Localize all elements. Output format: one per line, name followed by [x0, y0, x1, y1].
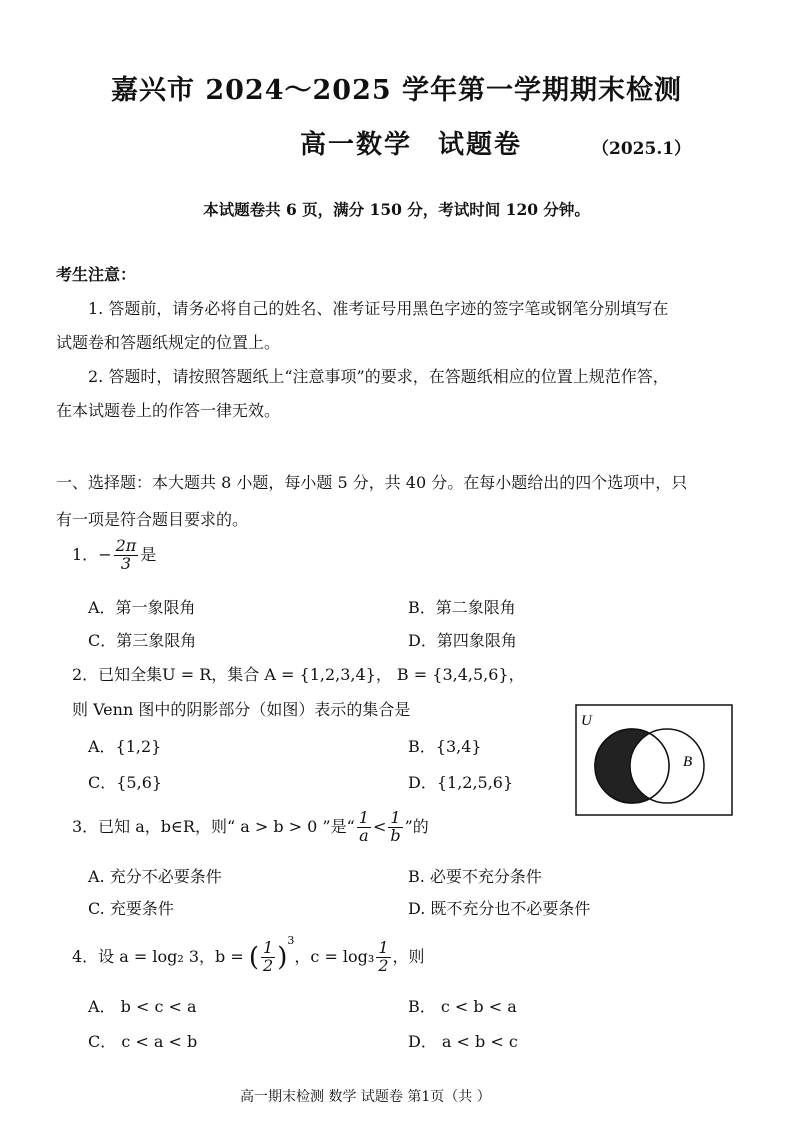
- question-2-stem-line-2: 则 Venn 图中的阴影部分（如图）表示的集合是: [72, 700, 411, 719]
- question-4-suffix: ，则: [392, 947, 425, 966]
- question-4-middle: ，c = log₃: [294, 947, 375, 966]
- fraction-denominator: 2: [263, 956, 274, 975]
- notice-item-2-line-1: 2. 答题时，请按照答题纸上“注意事项”的要求，在答题纸相应的位置上规范作答，: [88, 367, 669, 386]
- q1-option-d[interactable]: D．第四象限角: [408, 631, 517, 650]
- less-than-sign: <: [372, 816, 387, 836]
- fraction-denominator: 2: [378, 956, 389, 975]
- fraction-numerator: 1: [388, 810, 402, 828]
- fraction-denominator: 3: [120, 553, 132, 573]
- q2-option-b[interactable]: B．{3,4}: [408, 737, 482, 756]
- right-paren: ): [277, 942, 288, 973]
- question-1-tail: 是: [140, 544, 157, 564]
- q3-option-d[interactable]: D. 既不充分也不必要条件: [408, 899, 591, 918]
- exam-info: 本试题卷共 6 页，满分 150 分，考试时间 120 分钟。: [203, 200, 590, 219]
- q2-option-d[interactable]: D．{1,2,5,6}: [408, 773, 514, 792]
- question-4-prefix: 4．设 a = log₂ 3，b =: [72, 947, 249, 966]
- fraction-numerator: 1: [378, 938, 389, 958]
- fraction-1-over-a: [357, 810, 371, 845]
- fraction-denominator: b: [390, 825, 401, 845]
- question-1-stem: [72, 538, 156, 573]
- fraction-2pi-over-3: [114, 538, 139, 573]
- q4-option-b[interactable]: B． c < b < a: [408, 997, 517, 1016]
- fraction-1-over-2-c: [376, 940, 390, 975]
- exam-title: 嘉兴市 2024～2025 学年第一学期期末检测: [110, 75, 683, 106]
- exam-date: （2025.1）: [592, 139, 692, 159]
- q2-option-a[interactable]: A．{1,2}: [88, 737, 162, 756]
- venn-diagram: [575, 704, 733, 816]
- exam-subtitle: [300, 124, 522, 161]
- q4-option-c[interactable]: C． c < a < b: [88, 1032, 198, 1051]
- q4-option-d[interactable]: D． a < b < c: [408, 1032, 518, 1051]
- fraction-numerator: 2π: [115, 536, 137, 555]
- question-3-stem: [72, 810, 429, 845]
- venn-label-u: U: [581, 713, 592, 729]
- q1-option-b[interactable]: B．第二象限角: [408, 598, 516, 617]
- question-2-stem-line-1: 2．已知全集U = R，集合 A = {1,2,3,4}， B = {3,4,5,6}，: [72, 665, 525, 684]
- section-1-heading-line-2: 有一项是符合题目要求的。: [56, 510, 249, 529]
- notice-item-2-line-2: 在本试题卷上的作答一律无效。: [56, 401, 281, 420]
- notice-heading: 考生注意：: [56, 265, 137, 284]
- fraction-1-over-b: [388, 810, 402, 845]
- notice-item-1-line-1: 1. 答题前，请务必将自己的姓名、准考证号用黑色字迹的签字笔或钢笔分别填写在: [88, 299, 669, 318]
- exponent: 3: [287, 934, 295, 947]
- venn-label-b: B: [683, 754, 693, 770]
- paper-label: 试题卷: [438, 130, 523, 160]
- fraction-1-over-2: [261, 940, 275, 975]
- fraction-numerator: 1: [263, 938, 274, 958]
- q2-option-c[interactable]: C．{5,6}: [88, 773, 163, 792]
- q3-option-a[interactable]: A. 充分不必要条件: [88, 867, 222, 886]
- question-3-prefix: 3．已知 a，b∈R，则“ a > b > 0 ”是“: [72, 816, 355, 836]
- left-paren: (: [248, 942, 260, 973]
- minus-sign: −: [98, 544, 112, 564]
- page-footer: 高一期末检测 数学 试题卷 第1页（共 ）: [240, 1089, 491, 1105]
- section-1-heading-line-1: 一、选择题：本大题共 8 小题，每小题 5 分，共 40 分。在每小题给出的四个选项中，只: [56, 473, 688, 492]
- question-4-stem: [72, 934, 425, 975]
- q4-option-a[interactable]: A． b < c < a: [88, 997, 197, 1016]
- fraction-denominator: a: [359, 825, 369, 845]
- notice-item-1-line-2: 试题卷和答题纸规定的位置上。: [56, 333, 281, 352]
- subject-label: 高一数学: [300, 130, 413, 160]
- q1-option-a[interactable]: A．第一象限角: [88, 598, 196, 617]
- question-1-number: 1．: [72, 544, 99, 564]
- q3-option-b[interactable]: B. 必要不充分条件: [408, 867, 542, 886]
- q3-option-c[interactable]: C. 充要条件: [88, 899, 174, 918]
- question-3-suffix: ”的: [404, 816, 429, 836]
- q1-option-c[interactable]: C．第三象限角: [88, 631, 197, 650]
- fraction-numerator: 1: [358, 808, 369, 827]
